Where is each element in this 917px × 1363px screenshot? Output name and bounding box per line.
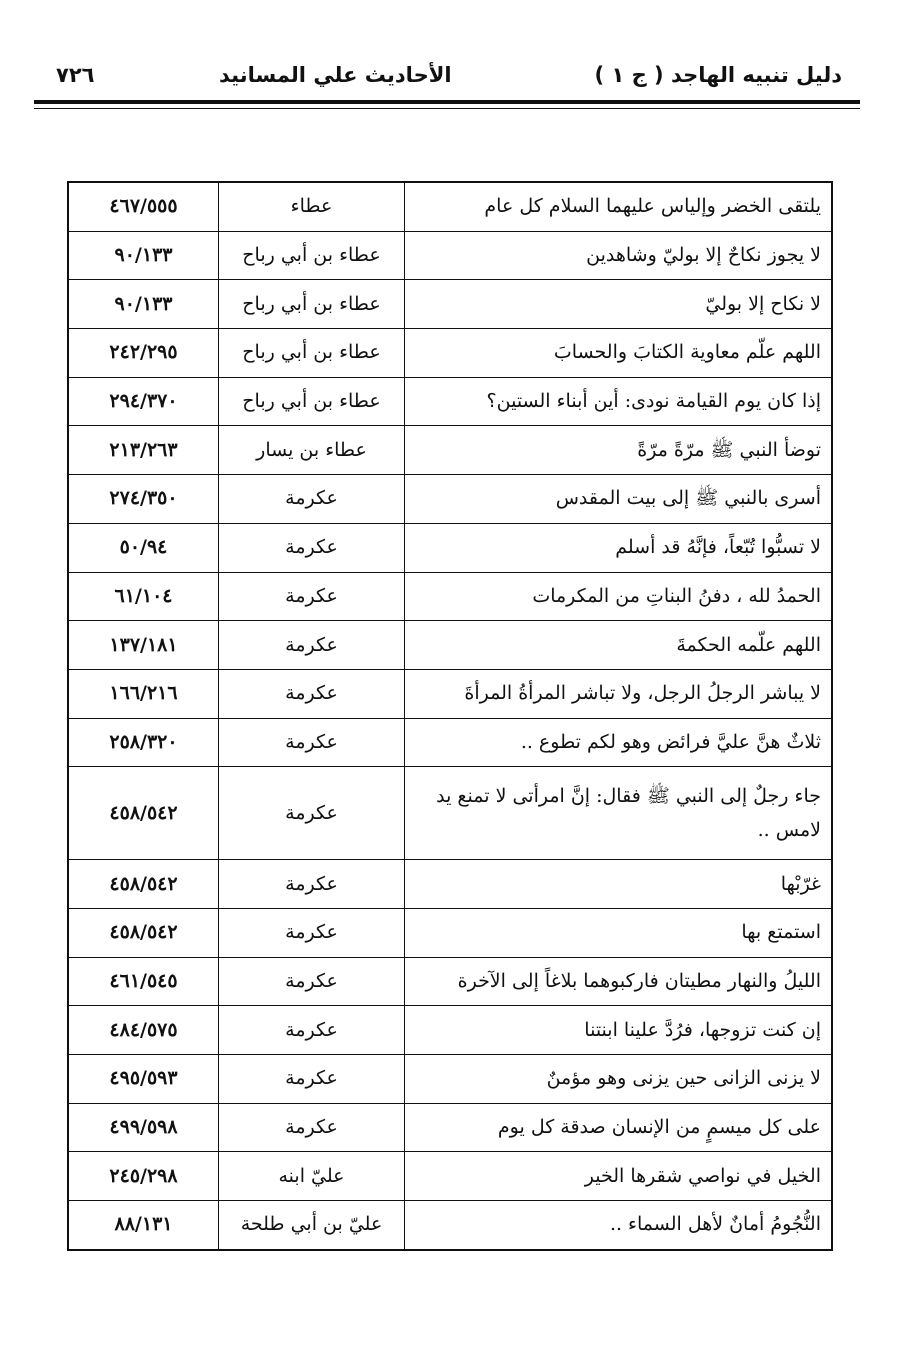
reference-cell: ٤٥٨/٥٤٢ bbox=[68, 860, 219, 909]
hadith-text-cell: ثلاثٌ هنَّ عليَّ فرائض وهو لكم تطوع .. bbox=[405, 718, 833, 767]
reference-cell: ٦١/١٠٤ bbox=[68, 572, 219, 621]
narrator-cell: عكرمة bbox=[219, 860, 405, 909]
hadith-text-cell: لا تسبُّوا تُبّعاً، فإنَّهُ قد أسلم bbox=[405, 523, 833, 572]
reference-cell: ٢٧٤/٣٥٠ bbox=[68, 475, 219, 524]
reference-cell: ٢٤٢/٢٩٥ bbox=[68, 329, 219, 378]
reference-cell: ٢٤٥/٢٩٨ bbox=[68, 1152, 219, 1201]
narrator-cell: عطاء بن أبي رباح bbox=[219, 231, 405, 280]
hadith-text-cell: يلتقى الخضر وإلياس عليهما السلام كل عام bbox=[405, 182, 833, 231]
hadith-text-cell: الليلُ والنهار مطيتان فاركبوهما بلاغاً إلى الآخرة bbox=[405, 957, 833, 1006]
table-row bbox=[68, 377, 832, 426]
reference-cell: ٩٠/١٣٣ bbox=[68, 280, 219, 329]
table-row bbox=[68, 182, 832, 231]
section-title: الأحاديث علي المسانيد bbox=[219, 63, 452, 87]
hadith-text-cell: استمتع بها bbox=[405, 908, 833, 957]
table-row bbox=[68, 908, 832, 957]
reference-cell: ٤٦١/٥٤٥ bbox=[68, 957, 219, 1006]
header-rule-thick bbox=[34, 100, 860, 104]
reference-cell: ٤٦٧/٥٥٥ bbox=[68, 182, 219, 231]
reference-cell: ٤٨٤/٥٧٥ bbox=[68, 1006, 219, 1055]
narrator-cell: عكرمة bbox=[219, 523, 405, 572]
narrator-cell: عكرمة bbox=[219, 1103, 405, 1152]
reference-cell: ٢٩٤/٣٧٠ bbox=[68, 377, 219, 426]
table-row bbox=[68, 231, 832, 280]
hadith-text-cell: لا يباشر الرجلُ الرجل، ولا تباشر المرأةُ المرأةَ bbox=[405, 669, 833, 718]
hadith-text-cell: اللهم علّم معاوية الكتابَ والحسابَ bbox=[405, 329, 833, 378]
book-title: دليل تنبيه الهاجد ( ج ١ ) bbox=[594, 63, 842, 87]
table-row bbox=[68, 1055, 832, 1104]
table-row bbox=[68, 1201, 832, 1250]
narrator-cell: عطاء بن أبي رباح bbox=[219, 280, 405, 329]
table-row bbox=[68, 669, 832, 718]
hadith-text-cell: النُّجُومُ أمانٌ لأهل السماء .. bbox=[405, 1201, 833, 1250]
reference-cell: ٤٥٨/٥٤٢ bbox=[68, 908, 219, 957]
hadith-text-cell: إذا كان يوم القيامة نودى: أين أبناء الستين؟ bbox=[405, 377, 833, 426]
reference-cell: ٤٩٥/٥٩٣ bbox=[68, 1055, 219, 1104]
hadith-text-cell: لا نكاح إلا بوليّ bbox=[405, 280, 833, 329]
hadith-text-cell: الخيل في نواصي شقرها الخير bbox=[405, 1152, 833, 1201]
reference-cell: ٤٩٩/٥٩٨ bbox=[68, 1103, 219, 1152]
table-row bbox=[68, 426, 832, 475]
hadith-text-cell: على كل ميسمٍ من الإنسان صدقة كل يوم bbox=[405, 1103, 833, 1152]
narrator-cell: عكرمة bbox=[219, 572, 405, 621]
reference-cell: ١٦٦/٢١٦ bbox=[68, 669, 219, 718]
reference-cell: ٩٠/١٣٣ bbox=[68, 231, 219, 280]
narrator-cell: عكرمة bbox=[219, 669, 405, 718]
narrator-cell: عكرمة bbox=[219, 1055, 405, 1104]
narrator-cell: عكرمة bbox=[219, 1006, 405, 1055]
narrator-cell: عليّ ابنه bbox=[219, 1152, 405, 1201]
hadith-index-table bbox=[67, 181, 833, 1251]
hadith-text-cell: توضأ النبي ﷺ مرّةً مرّةً bbox=[405, 426, 833, 475]
hadith-text-cell: أسرى بالنبي ﷺ إلى بيت المقدس bbox=[405, 475, 833, 524]
hadith-text-cell: لا يزنى الزانى حين يزنى وهو مؤمنٌ bbox=[405, 1055, 833, 1104]
table-row bbox=[68, 475, 832, 524]
reference-cell: ٨٨/١٣١ bbox=[68, 1201, 219, 1250]
hadith-text-cell: إن كنت تزوجها، فرُدَّ علينا ابنتنا bbox=[405, 1006, 833, 1055]
hadith-text-cell: غرّبْها bbox=[405, 860, 833, 909]
table-body bbox=[68, 182, 832, 1250]
narrator-cell: عطاء bbox=[219, 182, 405, 231]
narrator-cell: عليّ بن أبي طلحة bbox=[219, 1201, 405, 1250]
narrator-cell: عكرمة bbox=[219, 908, 405, 957]
narrator-cell: عطاء بن أبي رباح bbox=[219, 377, 405, 426]
narrator-cell: عكرمة bbox=[219, 718, 405, 767]
table-row bbox=[68, 1152, 832, 1201]
narrator-cell: عكرمة bbox=[219, 475, 405, 524]
narrator-cell: عكرمة bbox=[219, 621, 405, 670]
header-rule-thin bbox=[34, 108, 860, 109]
reference-cell: ٤٥٨/٥٤٢ bbox=[68, 767, 219, 860]
page-number: ٧٢٦ bbox=[56, 63, 95, 87]
narrator-cell: عكرمة bbox=[219, 767, 405, 860]
table-row bbox=[68, 1006, 832, 1055]
table-row bbox=[68, 280, 832, 329]
table-row bbox=[68, 572, 832, 621]
table-row bbox=[68, 957, 832, 1006]
narrator-cell: عطاء بن يسار bbox=[219, 426, 405, 475]
narrator-cell: عكرمة bbox=[219, 957, 405, 1006]
table-row bbox=[68, 329, 832, 378]
hadith-text-cell: جاء رجلٌ إلى النبي ﷺ فقال: إنَّ امرأتى لا تمنع يد لامس .. bbox=[405, 767, 833, 860]
reference-cell: ٥٠/٩٤ bbox=[68, 523, 219, 572]
hadith-text-cell: لا يجوز نكاحٌ إلا بوليّ وشاهدين bbox=[405, 231, 833, 280]
table-row bbox=[68, 718, 832, 767]
hadith-text-cell: الحمدُ لله ، دفنُ البناتِ من المكرمات bbox=[405, 572, 833, 621]
page-header bbox=[34, 58, 860, 98]
reference-cell: ٢١٣/٢٦٣ bbox=[68, 426, 219, 475]
narrator-cell: عطاء بن أبي رباح bbox=[219, 329, 405, 378]
table-row bbox=[68, 1103, 832, 1152]
hadith-text-cell: اللهم علّمه الحكمةَ bbox=[405, 621, 833, 670]
table-row bbox=[68, 523, 832, 572]
table-row bbox=[68, 860, 832, 909]
reference-cell: ٢٥٨/٣٢٠ bbox=[68, 718, 219, 767]
table-row bbox=[68, 621, 832, 670]
table-row bbox=[68, 767, 832, 860]
reference-cell: ١٣٧/١٨١ bbox=[68, 621, 219, 670]
